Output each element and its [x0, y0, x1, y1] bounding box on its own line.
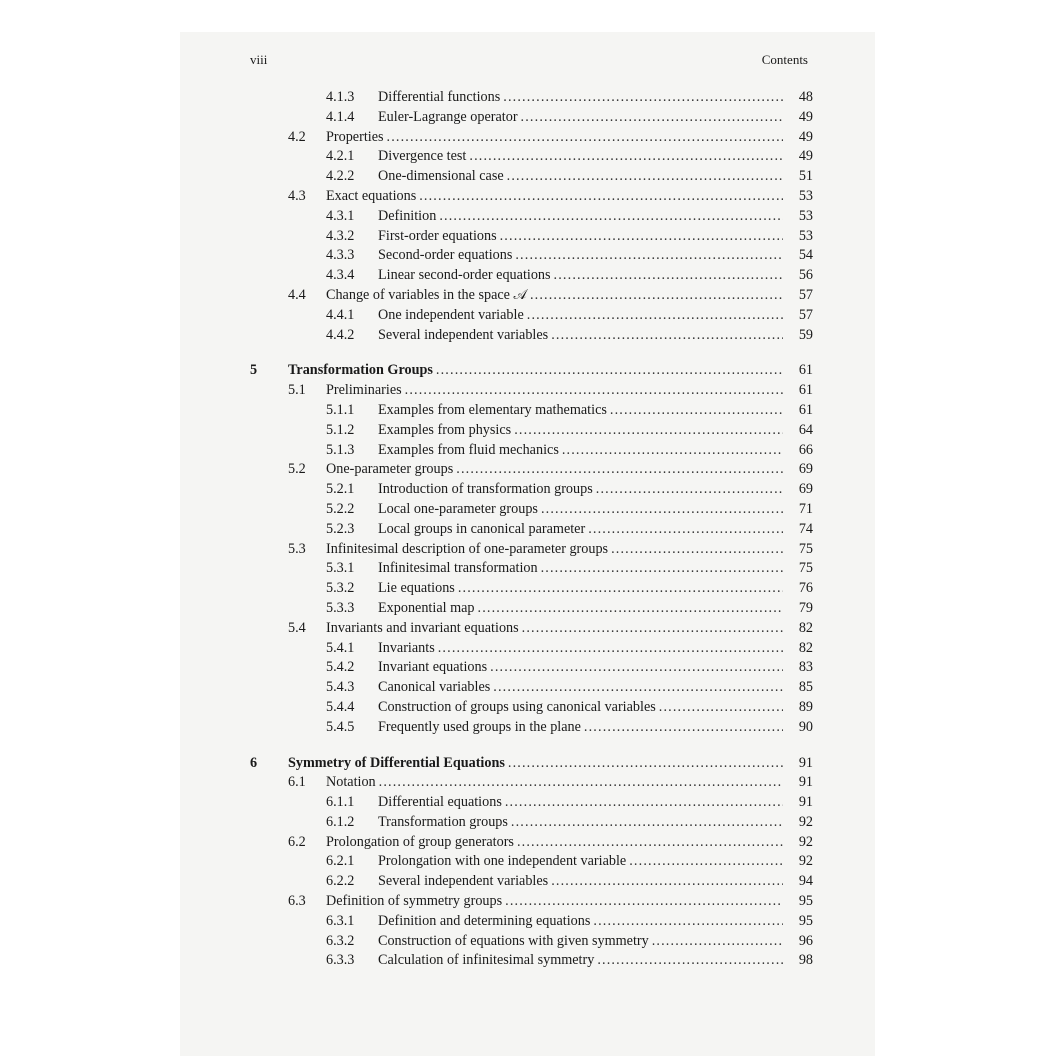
- toc-entry: [250, 678, 813, 698]
- toc-entry-title-line: [378, 872, 783, 892]
- toc-entry-title: One-parameter groups: [326, 461, 454, 478]
- toc-entry-number: 4.3.2: [326, 227, 355, 244]
- toc-entry-number: 5.1.2: [326, 421, 355, 438]
- toc-entry-title-line: [326, 187, 783, 207]
- toc-entry-page: 49: [798, 108, 813, 125]
- toc-entry-title: Transformation groups: [378, 813, 508, 830]
- toc-entry-number: 6.1.2: [326, 813, 355, 830]
- dot-leader: [379, 773, 783, 793]
- toc-entry: [250, 401, 813, 421]
- toc-entry-title-line: [378, 88, 783, 108]
- toc-entry-title-line: [378, 246, 783, 266]
- toc-entry-number: 6.2: [288, 833, 306, 850]
- toc-entry: [250, 639, 813, 659]
- toc-entry-title-line: [378, 599, 783, 619]
- toc-entry-page: 91: [798, 754, 813, 771]
- toc-entry-page: 59: [798, 326, 813, 343]
- dot-leader: [419, 187, 783, 207]
- toc-entry: [250, 480, 813, 500]
- toc-entry: [250, 381, 813, 401]
- toc-entry-title-line: [378, 579, 783, 599]
- toc-entry-title: Symmetry of Differential Equations: [288, 754, 505, 771]
- dot-leader: [505, 793, 783, 813]
- toc-entry-page: 49: [798, 128, 813, 145]
- toc-entry-title-line: [378, 266, 783, 286]
- toc-entry-title-line: [326, 619, 783, 639]
- toc-entry-title-line: [378, 167, 783, 187]
- dot-leader: [584, 718, 783, 738]
- toc-entry-page: 76: [798, 580, 813, 597]
- dot-leader: [478, 599, 783, 619]
- toc-entry: [250, 361, 813, 381]
- toc-entry-title-line: [326, 833, 783, 853]
- toc-entry-page: 61: [798, 362, 813, 379]
- toc-entry-page: 57: [798, 306, 813, 323]
- toc-entry-page: 92: [798, 813, 813, 830]
- dot-leader: [652, 932, 783, 952]
- toc-entry-title: Infinitesimal transformation: [378, 560, 538, 577]
- toc-entry-number: 5: [250, 362, 258, 379]
- toc-entry-title-line: [378, 441, 783, 461]
- toc-entry-title-line: [326, 128, 783, 148]
- dot-leader: [659, 698, 783, 718]
- table-of-contents: [250, 88, 813, 971]
- dot-leader: [438, 639, 783, 659]
- page-number: viii: [250, 52, 268, 67]
- toc-entry-page: 95: [798, 912, 813, 929]
- dot-leader: [610, 401, 783, 421]
- toc-entry-page: 48: [798, 89, 813, 105]
- toc-entry-page: 95: [798, 893, 813, 910]
- toc-entry-page: 74: [798, 520, 813, 537]
- toc-entry-number: 5.2.2: [326, 500, 355, 517]
- toc-entry-number: 5.4.3: [326, 679, 355, 696]
- toc-entry-title: Second-order equations: [378, 247, 513, 264]
- toc-entry-number: 5.4: [288, 619, 306, 636]
- dot-leader: [597, 951, 783, 971]
- toc-entry-number: 4.3.4: [326, 267, 355, 284]
- toc-entry-number: 6.2.1: [326, 853, 355, 870]
- toc-entry-title: Differential equations: [378, 794, 502, 811]
- toc-entry-title-line: [378, 813, 783, 833]
- toc-entry: [250, 326, 813, 346]
- toc-entry-title: Infinitesimal description of one-parameter groups: [326, 540, 609, 557]
- toc-entry-title-line: [378, 520, 783, 540]
- toc-entry-title-line: [378, 932, 783, 952]
- dot-leader: [387, 128, 783, 148]
- toc-entry: [250, 872, 813, 892]
- toc-entry-title-line: [378, 480, 783, 500]
- toc-entry-page: 64: [798, 421, 813, 438]
- toc-entry: [250, 932, 813, 952]
- running-title: Contents: [761, 52, 808, 67]
- dot-leader: [456, 460, 783, 480]
- dot-leader: [493, 678, 783, 698]
- dot-leader: [515, 246, 783, 266]
- toc-entry-page: 57: [798, 286, 813, 303]
- toc-entry-number: 4.2.1: [326, 148, 355, 165]
- dot-leader: [541, 559, 783, 579]
- toc-entry-title: Examples from physics: [378, 421, 512, 438]
- toc-entry-title: Invariants and invariant equations: [326, 619, 519, 636]
- toc-entry-title-line: [378, 698, 783, 718]
- toc-entry-page: 54: [798, 247, 813, 264]
- toc-entry-title-line: [378, 306, 783, 326]
- toc-entry-number: 4.4.1: [326, 306, 355, 323]
- toc-entry-title: Change of variables in the space 𝒜: [326, 286, 527, 303]
- toc-entry-title: Calculation of infinitesimal symmetry: [378, 952, 595, 969]
- toc-entry-page: 94: [798, 873, 813, 890]
- toc-entry-title-line: [378, 227, 783, 247]
- toc-entry-title-line: [378, 401, 783, 421]
- dot-leader: [521, 108, 783, 128]
- toc-entry-title-line: [378, 147, 783, 167]
- toc-entry-title-line: [378, 852, 783, 872]
- toc-entry-title: Construction of groups using canonical variables: [378, 698, 656, 715]
- dot-leader: [505, 892, 783, 912]
- dot-leader: [503, 88, 783, 108]
- toc-entry-title-line: [326, 286, 783, 306]
- toc-entry-title: Transformation Groups: [288, 362, 433, 379]
- toc-entry-number: 4.4: [288, 286, 306, 303]
- toc-entry-page: 91: [798, 774, 813, 791]
- toc-entry-number: 5.2: [288, 461, 306, 478]
- toc-entry-title: Prolongation with one independent variable: [378, 853, 627, 870]
- toc-entry: [250, 520, 813, 540]
- dot-leader: [458, 579, 783, 599]
- toc-entry-page: 92: [798, 853, 813, 870]
- toc-entry: [250, 187, 813, 207]
- toc-entry: [250, 167, 813, 187]
- toc-entry-title-line: [288, 754, 783, 774]
- toc-entry-page: 69: [798, 481, 813, 498]
- toc-entry: [250, 246, 813, 266]
- toc-entry-title: One-dimensional case: [378, 168, 504, 185]
- toc-entry-number: 6.1: [288, 774, 306, 791]
- toc-entry-title-line: [378, 559, 783, 579]
- toc-entry: [250, 421, 813, 441]
- toc-entry-page: 92: [798, 833, 813, 850]
- dot-leader: [469, 147, 783, 167]
- toc-entry-page: 89: [798, 698, 813, 715]
- toc-entry-number: 6.3.3: [326, 952, 355, 969]
- toc-entry-page: 82: [798, 619, 813, 636]
- toc-entry-page: 51: [798, 168, 813, 185]
- toc-entry-title: Definition of symmetry groups: [326, 893, 503, 910]
- toc-entry: [250, 88, 813, 108]
- dot-leader: [596, 480, 783, 500]
- dot-leader: [490, 658, 783, 678]
- toc-entry-title: Examples from elementary mathematics: [378, 401, 607, 418]
- toc-entry-title: Construction of equations with given symmetry: [378, 932, 649, 949]
- toc-entry: [250, 306, 813, 326]
- toc-entry: [250, 813, 813, 833]
- toc-entry-number: 6.2.2: [326, 873, 355, 890]
- dot-leader: [500, 227, 783, 247]
- toc-entry-title-line: [378, 326, 783, 346]
- toc-entry-page: 75: [798, 540, 813, 557]
- toc-entry-title-line: [378, 639, 783, 659]
- toc-entry-number: 6.1.1: [326, 794, 355, 811]
- dot-leader: [405, 381, 783, 401]
- toc-entry-title: Several independent variables: [378, 326, 549, 343]
- toc-entry: [250, 698, 813, 718]
- toc-entry-page: 85: [798, 679, 813, 696]
- toc-entry-page: 66: [798, 441, 813, 458]
- toc-entry-title: Introduction of transformation groups: [378, 481, 593, 498]
- dot-leader: [436, 361, 783, 381]
- dot-leader: [530, 286, 783, 306]
- toc-entry-title-line: [326, 381, 783, 401]
- toc-entry-title-line: [378, 421, 783, 441]
- toc-entry: [250, 147, 813, 167]
- toc-entry: [250, 579, 813, 599]
- toc-entry-number: 5.3.2: [326, 580, 355, 597]
- toc-entry: [250, 754, 813, 774]
- toc-entry-page: 61: [798, 401, 813, 418]
- toc-entry-number: 5.2.3: [326, 520, 355, 537]
- dot-leader: [551, 326, 783, 346]
- dot-leader: [593, 912, 783, 932]
- toc-entry-page: 61: [798, 382, 813, 399]
- toc-entry: [250, 658, 813, 678]
- toc-entry-title: Local groups in canonical parameter: [378, 520, 586, 537]
- toc-entry: [250, 286, 813, 306]
- toc-entry-number: 4.2: [288, 128, 306, 145]
- page-header: [250, 52, 808, 70]
- toc-entry: [250, 559, 813, 579]
- toc-entry-number: 4.4.2: [326, 326, 355, 343]
- toc-entry-title: Divergence test: [378, 148, 467, 165]
- toc-entry: [250, 773, 813, 793]
- toc-entry-number: 5.4.2: [326, 659, 355, 676]
- toc-entry-page: 82: [798, 639, 813, 656]
- toc-entry: [250, 793, 813, 813]
- toc-entry-number: 4.1.4: [326, 108, 355, 125]
- toc-entry: [250, 540, 813, 560]
- toc-entry-page: 90: [798, 718, 813, 735]
- toc-entry-title-line: [326, 540, 783, 560]
- toc-entry-number: 5.1.3: [326, 441, 355, 458]
- toc-entry: [250, 619, 813, 639]
- toc-entry-number: 5.1: [288, 382, 306, 399]
- toc-entry-page: 56: [798, 267, 813, 284]
- dot-leader: [511, 813, 783, 833]
- toc-entry-title: Examples from fluid mechanics: [378, 441, 559, 458]
- dot-leader: [517, 833, 783, 853]
- toc-entry-title: Several independent variables: [378, 873, 549, 890]
- dot-leader: [554, 266, 783, 286]
- toc-entry-title-line: [378, 658, 783, 678]
- toc-entry: [250, 852, 813, 872]
- toc-entry-number: 6.3.1: [326, 912, 355, 929]
- toc-entry-number: 5.4.4: [326, 698, 355, 715]
- toc-entry-title-line: [326, 460, 783, 480]
- toc-entry-page: 83: [798, 659, 813, 676]
- toc-entry: [250, 892, 813, 912]
- toc-entry: [250, 266, 813, 286]
- toc-entry-title: Invariant equations: [378, 659, 488, 676]
- toc-entry: [250, 912, 813, 932]
- toc-entry-page: 71: [798, 500, 813, 517]
- toc-entry-title: Lie equations: [378, 580, 455, 597]
- toc-entry-title-line: [378, 793, 783, 813]
- dot-leader: [439, 207, 783, 227]
- toc-entry-title: Properties: [326, 128, 384, 145]
- toc-entry-title-line: [326, 773, 783, 793]
- dot-leader: [527, 306, 783, 326]
- toc-entry-number: 6.3: [288, 893, 306, 910]
- toc-entry-title-line: [378, 912, 783, 932]
- toc-entry-title: First-order equations: [378, 227, 497, 244]
- toc-entry-title: Linear second-order equations: [378, 267, 551, 284]
- toc-entry-title: Canonical variables: [378, 679, 491, 696]
- toc-entry: [250, 108, 813, 128]
- dot-leader: [508, 754, 783, 774]
- toc-entry-title-line: [378, 678, 783, 698]
- toc-entry-page: 98: [798, 952, 813, 969]
- toc-entry-title: Invariants: [378, 639, 435, 656]
- toc-entry-title: One independent variable: [378, 306, 524, 323]
- toc-entry-title: Definition and determining equations: [378, 912, 591, 929]
- toc-entry-title: Prolongation of group generators: [326, 833, 514, 850]
- toc-entry-number: 4.3.3: [326, 247, 355, 264]
- toc-entry-title: Exact equations: [326, 187, 417, 204]
- toc-entry-page: 91: [798, 794, 813, 811]
- toc-entry-title: Preliminaries: [326, 382, 402, 399]
- toc-entry-number: 4.1.3: [326, 89, 355, 105]
- toc-entry: [250, 207, 813, 227]
- toc-entry-number: 5.2.1: [326, 481, 355, 498]
- toc-entry-number: 4.3: [288, 187, 306, 204]
- dot-leader: [562, 441, 783, 461]
- toc-entry-title-line: [288, 361, 783, 381]
- toc-entry-page: 53: [798, 207, 813, 224]
- toc-entry-number: 5.3: [288, 540, 306, 557]
- toc-entry-title: Frequently used groups in the plane: [378, 718, 581, 735]
- dot-leader: [551, 872, 783, 892]
- toc-entry-page: 49: [798, 148, 813, 165]
- toc-entry: [250, 951, 813, 971]
- toc-entry-number: 5.3.3: [326, 599, 355, 616]
- toc-entry-title-line: [378, 500, 783, 520]
- dot-leader: [522, 619, 783, 639]
- toc-entry-page: 53: [798, 187, 813, 204]
- dot-leader: [507, 167, 783, 187]
- toc-entry-title-line: [378, 951, 783, 971]
- dot-leader: [629, 852, 783, 872]
- dot-leader: [611, 540, 783, 560]
- dot-leader: [541, 500, 783, 520]
- toc-entry-title-line: [378, 108, 783, 128]
- toc-entry-page: 53: [798, 227, 813, 244]
- toc-entry: [250, 460, 813, 480]
- toc-entry-title-line: [326, 892, 783, 912]
- toc-entry: [250, 599, 813, 619]
- toc-entry-page: 96: [798, 932, 813, 949]
- toc-entry-title: Local one-parameter groups: [378, 500, 538, 517]
- toc-entry-title: Differential functions: [378, 89, 501, 105]
- toc-entry: [250, 500, 813, 520]
- toc-entry-title: Exponential map: [378, 599, 475, 616]
- toc-entry-number: 5.4.1: [326, 639, 355, 656]
- toc-entry: [250, 227, 813, 247]
- toc-entry-page: 69: [798, 461, 813, 478]
- toc-entry: [250, 718, 813, 738]
- toc-entry-number: 4.3.1: [326, 207, 355, 224]
- toc-entry-title-line: [378, 207, 783, 227]
- toc-entry-title: Definition: [378, 207, 437, 224]
- toc-entry-title-line: [378, 718, 783, 738]
- toc-entry-number: 6: [250, 754, 258, 771]
- toc-entry: [250, 128, 813, 148]
- dot-leader: [514, 421, 783, 441]
- toc-entry-number: 5.3.1: [326, 560, 355, 577]
- toc-entry-number: 5.4.5: [326, 718, 355, 735]
- toc-entry-title: Notation: [326, 774, 376, 791]
- toc-entry-page: 75: [798, 560, 813, 577]
- dot-leader: [588, 520, 783, 540]
- toc-entry-number: 5.1.1: [326, 401, 355, 418]
- toc-entry-page: 79: [798, 599, 813, 616]
- toc-entry-title: Euler-Lagrange operator: [378, 108, 518, 125]
- toc-entry: [250, 441, 813, 461]
- toc-entry-number: 6.3.2: [326, 932, 355, 949]
- toc-entry: [250, 833, 813, 853]
- toc-entry-number: 4.2.2: [326, 168, 355, 185]
